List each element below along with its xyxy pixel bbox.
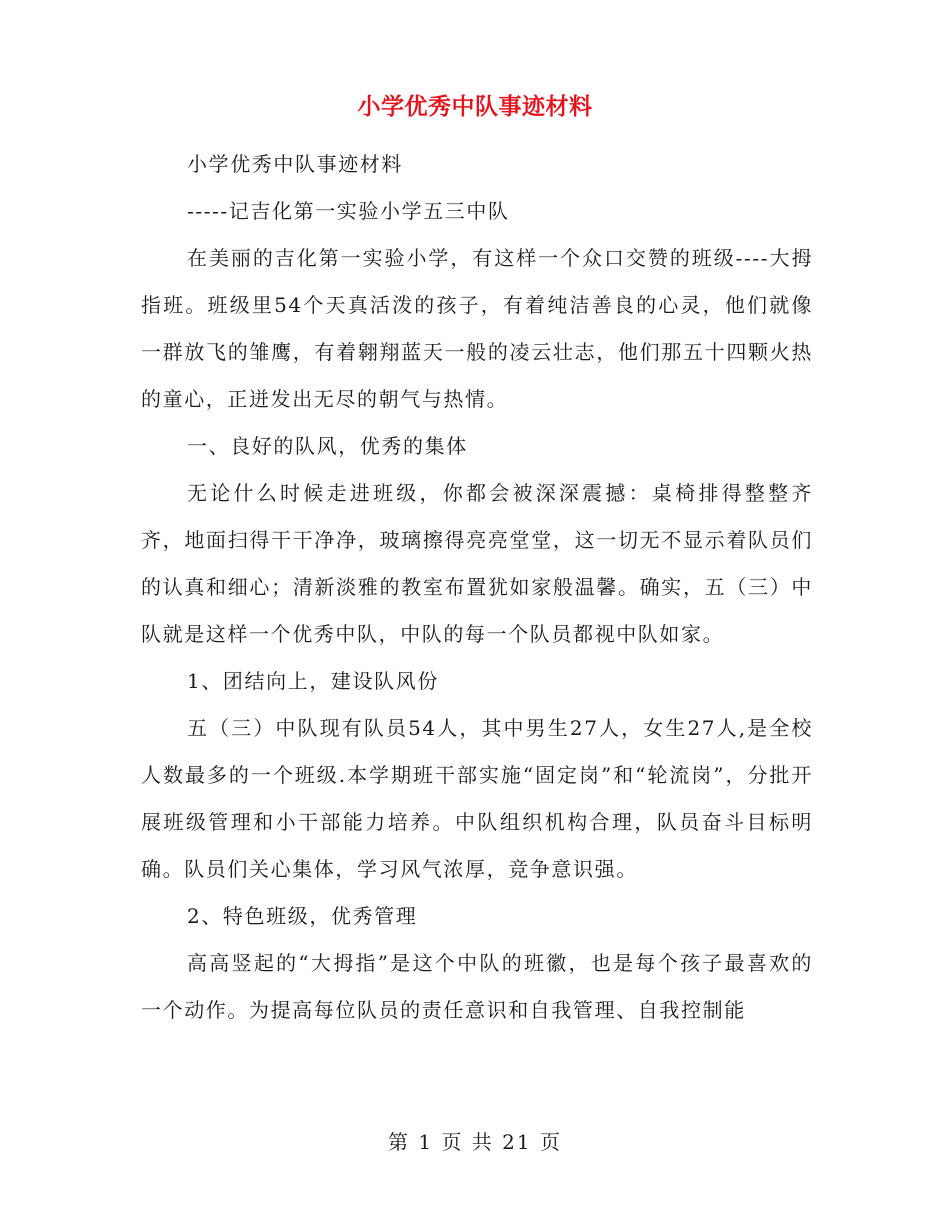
footer-label-page: 第 xyxy=(388,1130,410,1154)
paragraph-subsection-2: 高高竖起的“大拇指”是这个中队的班徽，也是每个孩子最喜欢的一个动作。为提高每位队员的责任意识和自我管理、自我控制能 xyxy=(141,951,813,1022)
paragraph-subtitle: -----记吉化第一实验小学五三中队 xyxy=(187,199,510,223)
paragraph-intro: 在美丽的吉化第一实验小学，有这样一个众口交赞的班级----大拇指班。班级里54个天真活泼的孩子，有着纯洁善良的心灵，他们就像一群放飞的雏鹰，有着翱翔蓝天一般的凌云壮志，他们那五十四颗火热的童心，正迸发出无尽的朝气与热情。 xyxy=(141,246,813,411)
paragraph-heading: 小学优秀中队事迹材料 xyxy=(187,152,403,176)
subsection-heading-2: 2、特色班级，优秀管理 xyxy=(187,904,418,928)
document-body xyxy=(141,141,813,1034)
paragraph-section-1: 无论什么时候走进班级，你都会被深深震撼：桌椅排得整整齐齐，地面扫得干干净净，玻璃擦得亮亮堂堂，这一切无不显示着队员们的认真和细心；清新淡雅的教室布置犹如家般温馨。确实，五（三）中队就是这样一个优秀中队，中队的每一个队员都视中队如家。 xyxy=(141,481,813,646)
document-title: 小学优秀中队事迹材料 xyxy=(357,93,593,120)
subsection-heading-1: 1、团结向上，建设队风份 xyxy=(187,669,439,693)
footer-total-pages: 21 xyxy=(502,1130,532,1154)
footer-current-page: 1 xyxy=(418,1130,434,1154)
footer-label-end: 页 xyxy=(539,1130,562,1154)
page-footer xyxy=(0,1126,950,1155)
footer-label-of: 页 共 xyxy=(441,1130,494,1154)
section-heading-1: 一、良好的队风，优秀的集体 xyxy=(187,434,468,458)
paragraph-subsection-1: 五（三）中队现有队员54人，其中男生27人，女生27人,是全校人数最多的一个班级.本学期班干部实施“固定岗”和“轮流岗”，分批开展班级管理和小干部能力培养。中队组织机构合理，队员奋斗目标明确。队员们关心集体，学习风气浓厚，竞争意识强。 xyxy=(141,716,813,881)
